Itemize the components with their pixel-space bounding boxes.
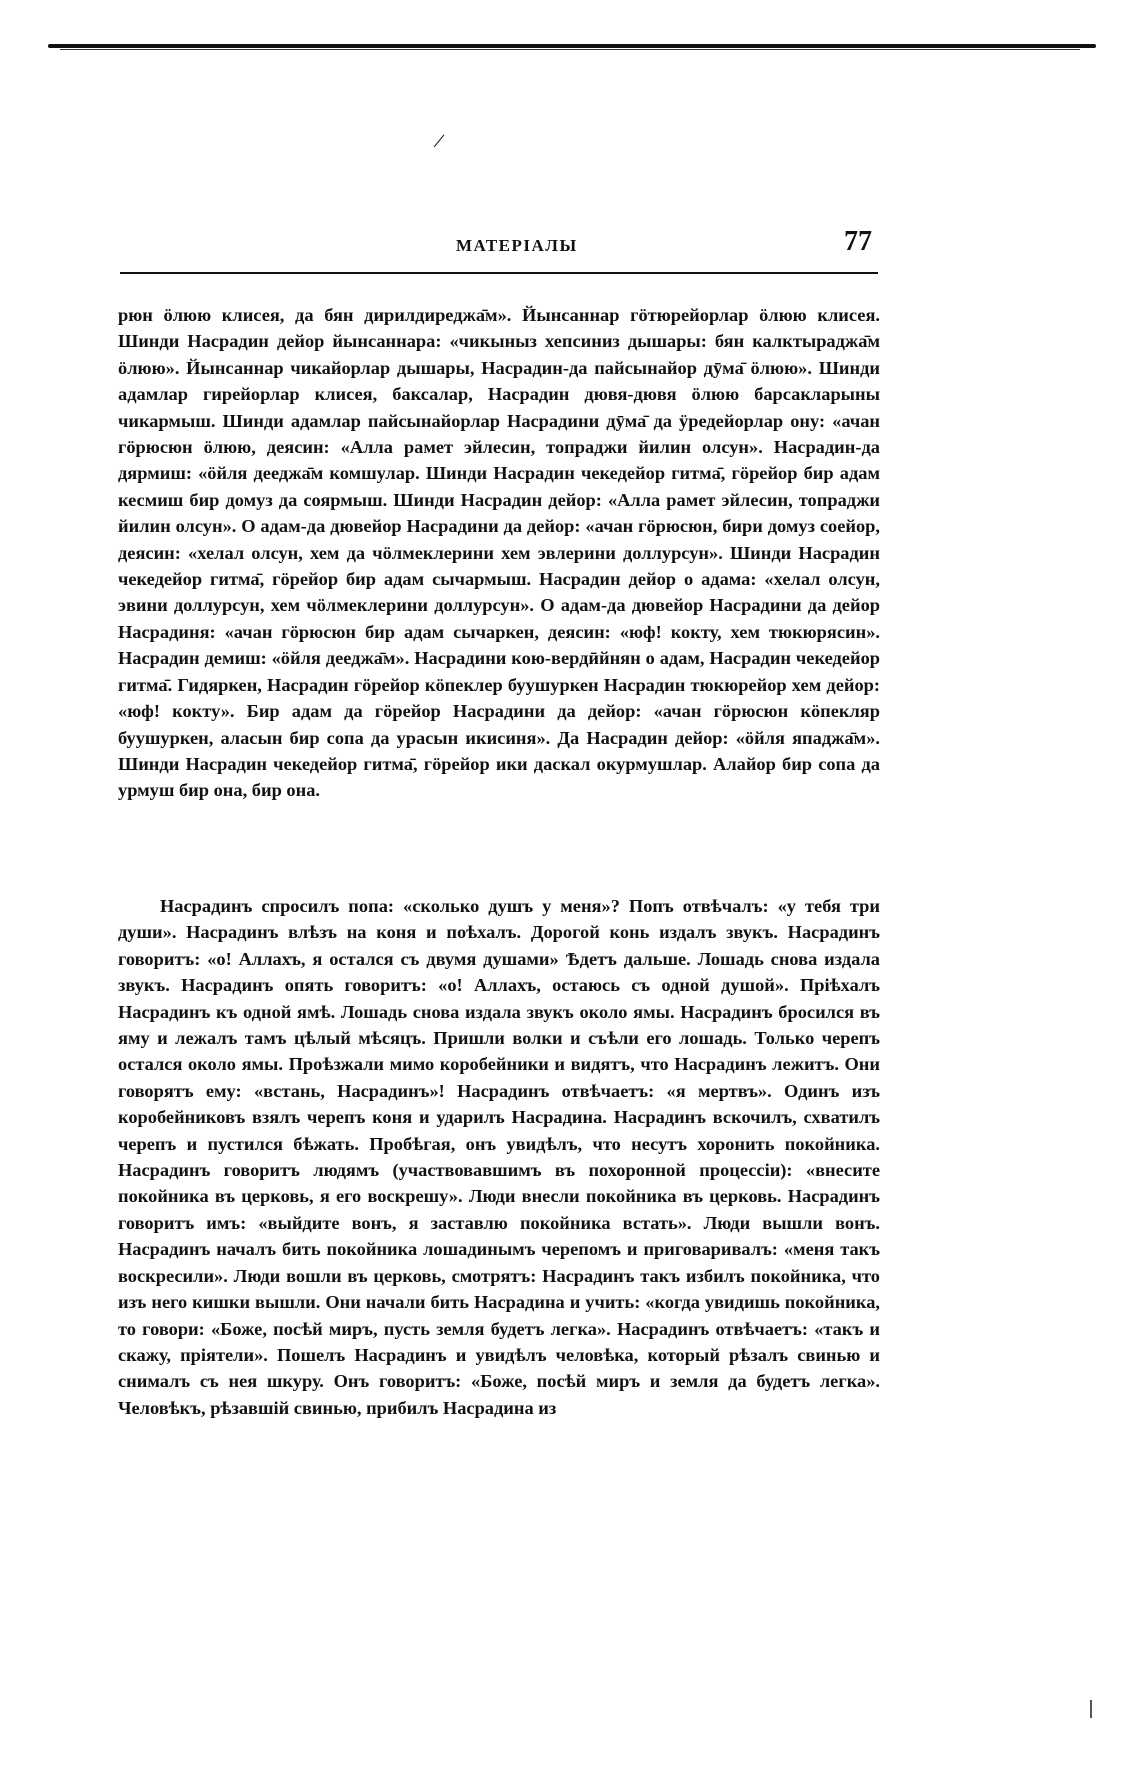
russian-translation-paragraph: Насрадинъ спросилъ попа: «сколько душъ у меня»? Попъ отвѣчалъ: «у тебя три души». Насрадинъ влѣзъ на коня и поѣхалъ. Дорогой конь издалъ звукъ. Насрадинъ говоритъ: «о! Аллахъ, я остался съ двумя душами» Ѣдетъ дальше. Лошадь снова издала звукъ. Насрадинъ опять говоритъ: «о! Аллахъ, остаюсь съ одной душой». Пріѣхалъ Насрадинъ къ одной ямѣ. Лошадь снова издала звукъ около ямы. Насрадинъ бросился въ яму и лежалъ тамъ цѣлый мѣсяцъ. Пришли волки и съѣли его лошадь. Только черепъ остался около ямы. Проѣзжали мимо коробейники и видятъ, что Насрадинъ лежитъ. Они говорятъ ему: «встань, Насрадинъ»! Насрадинъ отвѣчаетъ: «я мертвъ». Одинъ изъ коробейниковъ взялъ черепъ коня и ударилъ Насрадина. Насрадинъ вскочилъ, схватилъ черепъ и пустился бѣжать. Пробѣгая, онъ увидѣлъ, что несутъ хоронить покойника. Насрадинъ говоритъ людямъ (участвовавшимъ въ похоронной процессіи): «внесите покойника въ церковь, я его воскрешу». Люди внесли покойника въ церковь. Насрадинъ говоритъ имъ: «выйдите вонъ, я заставлю покойника встать». Люди вышли вонъ. Насрадинъ началъ бить покойника лошадинымъ черепомъ и приговаривалъ: «меня такъ воскресили». Люди вошли въ церковь, смотрятъ: Насрадинъ такъ избилъ покойника, что изъ него кишки вышли. Они начали бить Насрадина и учить: «когда увидишь покойника, то говори: «Боже, посѣй миръ, пусть земля будетъ легка». Насрадинъ отвѣчаетъ: «такъ и скажу, пріятели». Пошелъ Насрадинъ и увидѣлъ человѣка, который рѣзалъ свинью и снималъ съ нея шкуру. Онъ говоритъ: «Боже, посѣй миръ и земля да будетъ легка». Человѣкъ, рѣзавшій свинью, прибилъ Насрадина из <box>118 896 880 1418</box>
running-header <box>120 226 878 274</box>
stray-print-mark: / <box>432 127 447 154</box>
tatar-text-paragraph: рюн ӧлюю клисея, да бян дирилдиреджа̄м». Йынсаннар гӧтюрейорлар ӧлюю клисея. Шинди Насрадин дейор йынсаннара: «чикыныз хепсиниз дышары: бян калктыраджа̄м ӧлюю». Йынсаннар чикайорлар дышары, Насрадин-да пайсынайор дӯма̄ ӧлюю». Шинди адамлар гирейорлар клисея, баксалар, Насрадин дювя-дювя ӧлюю барсакларыны чикармыш. Шинди адамлар пайсынайорлар Насрадини дӯма̄ да ӱредейорлар ону: «ачан гӧрюсюн ӧлюю, деясин: «Алла рамет эйлесин, топраджи йилин олсун». Насрадин-да дярмиш: «ӧйля дееджа̄м комшулар. Шинди Насрадин чекедейор гитма̄, гӧрейор бир адам кесмиш бир домуз да соярмыш. Шинди Насрадин дейор: «Алла рамет эйлесин, топраджи йилин олсун». О адам-да дювейор Насрадини да дейор: «ачан гӧрюсюн, бири домуз соейор, деясин: «хелал олсун, хем да чӧлмеклерини хем эвлерини доллурсун». Шинди Насрадин чекедейор гитма̄, гӧрейор бир адам сычармыш. Насрадин дейор о адама: «хелал олсун, эвини доллурсун, хем чӧлмеклерини доллурсун». О адам-да дювейор Насрадини да дейор Насрадиня: «ачан гӧрюсюн бир адам сычаркен, деясин: «юф! кокту, хем тюкюрясин». Насрадин демиш: «ӧйля дееджа̄м». Насрадини кою-вердӣйнян о адам, Насрадин чекедейор гитма̄. Гидяркен, Насрадин гӧрейор кӧпеклер буушуркен Насрадин тюкюрейор хем дейор: «юф! кокту». Бир адам да гӧрейор Насрадини да дейор: «ачан гӧрюсюн кӧпекляр буушуркен, аласын бир сопа да урасын икисиня». Да Насрадин дейор: «ӧйля япаджа̄м». Шинди Насрадин чекедейор гитма̄, гӧрейор ики даскал окурмушлар. Алайор бир сопа да урмуш бир она, бир она. <box>118 305 880 801</box>
header-title: МАТЕРІАЛЫ <box>456 236 578 255</box>
margin-speck <box>1090 1700 1092 1718</box>
top-border-rule-thin <box>60 49 1080 50</box>
top-border-rule <box>48 44 1096 48</box>
page-number: 77 <box>844 226 872 257</box>
